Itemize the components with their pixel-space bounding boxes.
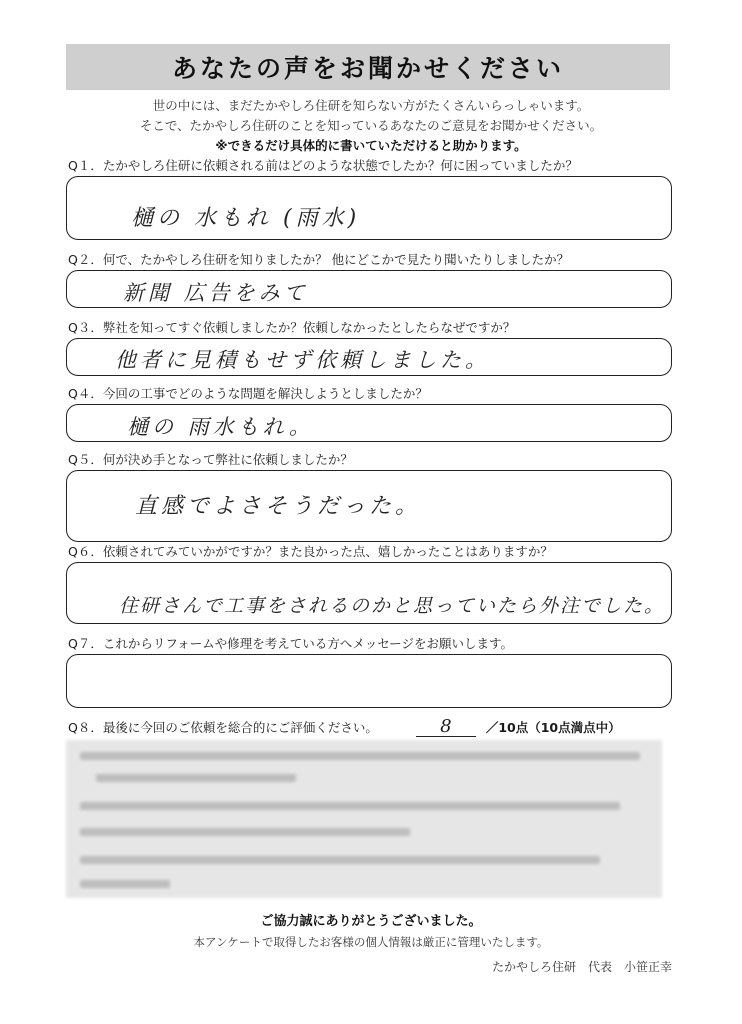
- intro-note: ※できるだけ具体的に書いていただけると助かります。: [215, 138, 527, 153]
- rating-score: 8: [416, 718, 476, 737]
- question-4-label: Q４．今回の工事でどのような問題を解決しようとしましたか？: [68, 386, 428, 401]
- answer-2-text: 新聞 広告をみて: [123, 281, 309, 305]
- answer-1-text: 樋の 水もれ (雨水): [131, 206, 361, 231]
- redacted-personal-info: [66, 740, 662, 898]
- rating-label: Q８．最後に今回のご依頼を総合的にご評価ください。: [68, 720, 378, 735]
- intro-line-1: 世の中には、まだたかやしろ住研を知らない方がたくさんいらっしゃいます。: [152, 98, 590, 113]
- rating-suffix: ／10点（10点満点中）: [485, 720, 621, 735]
- question-3-label: Q３．弊社を知ってすぐ依頼しましたか？依頼しなかったとしたらなぜですか？: [68, 320, 516, 335]
- title-banner: [66, 44, 670, 90]
- thanks-message: ご協力誠にありがとうございました。: [260, 914, 482, 929]
- answer-4-text: 樋の 雨水もれ。: [127, 415, 314, 439]
- intro-line-2: そこで、たかやしろ住研のことを知っているあなたのご意見をお聞かせください。: [139, 118, 603, 133]
- privacy-notice: 本アンケートで取得したお客様の個人情報は厳正に管理いたします。: [193, 935, 549, 949]
- answer-6-text: 住研さんで工事をされるのかと思っていたら外注でした。: [119, 595, 666, 617]
- answer-6-box: [66, 562, 672, 624]
- representative-signature: たかやしろ住研 代表 小笹正幸: [491, 960, 672, 974]
- answer-5-text: 直感でよさそうだった。: [135, 494, 422, 519]
- answer-4-box: [66, 404, 672, 442]
- question-2-label: Q２．何で、たかやしろ住研を知りましたか？ 他にどこかで見たり聞いたりしましたか？: [68, 252, 570, 267]
- answer-1-box: [66, 176, 672, 240]
- rating-row: [68, 718, 621, 742]
- answer-2-box: [66, 270, 672, 308]
- answer-7-box: [66, 654, 672, 708]
- question-1-label: Q１．たかやしろ住研に依頼される前はどのような状態でしたか？何に困っていましたか？: [68, 158, 578, 173]
- answer-5-box: [66, 470, 672, 542]
- question-6-label: Q６．依頼されてみていかがですか？また良かった点、嬉しかったことはありますか？: [68, 544, 553, 559]
- page-title: あなたの声をお聞かせください: [171, 54, 564, 83]
- answer-3-text: 他者に見積もせず依頼しました。: [115, 348, 490, 372]
- answer-3-box: [66, 338, 672, 376]
- question-5-label: Q５．何が決め手となって弊社に依頼しましたか？: [68, 452, 353, 467]
- question-7-label: Q７．これからリフォームや修理を考えている方へメッセージをお願いします。: [68, 636, 513, 651]
